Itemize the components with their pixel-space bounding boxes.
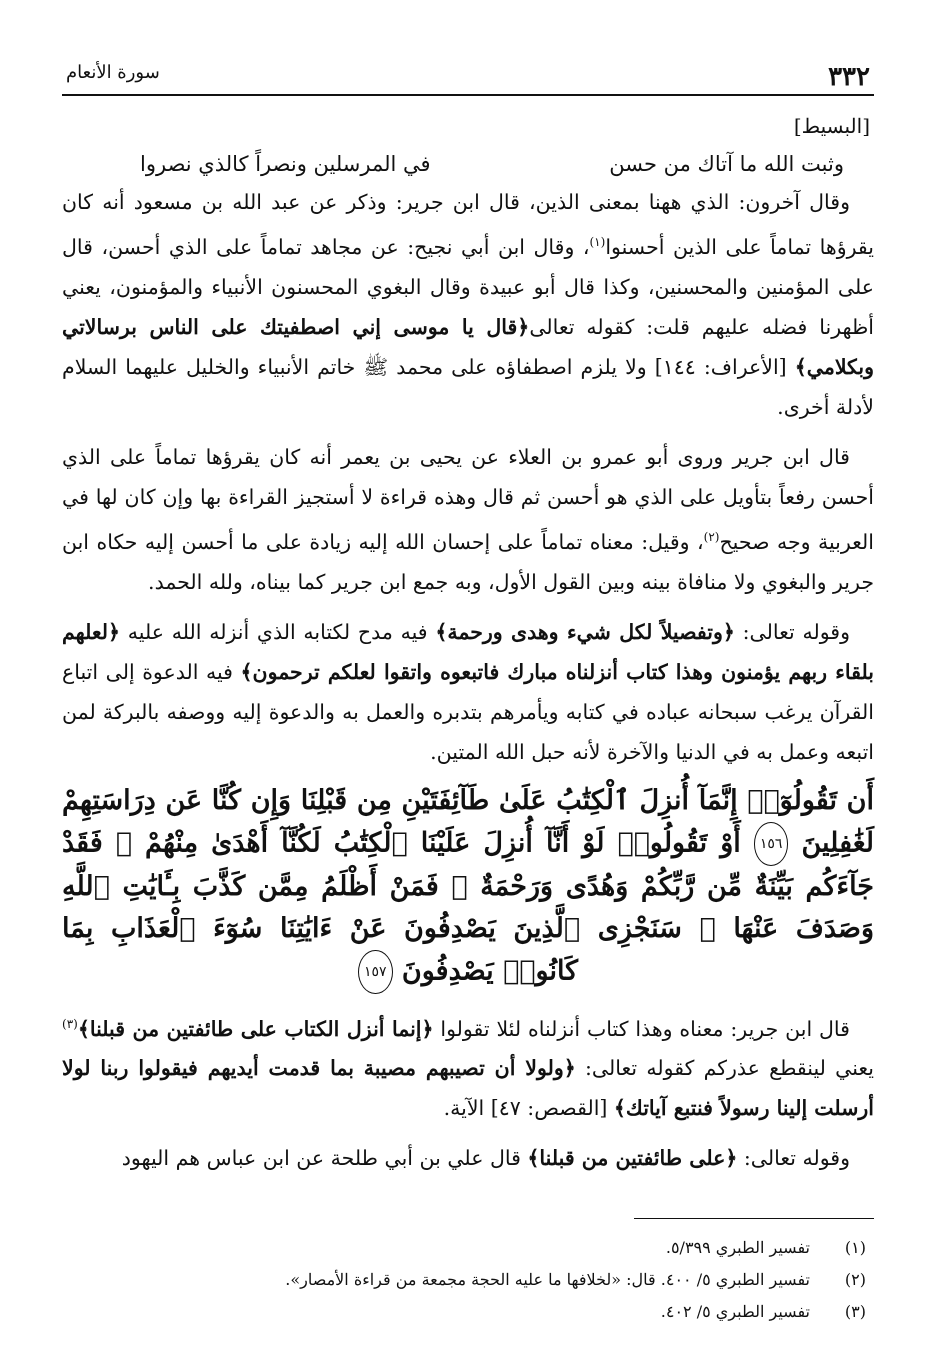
text-run: وقوله تعالى: [737,1146,850,1171]
ayah-number-156: ١٥٦ [754,822,789,866]
text-run: ، وقال ابن أبي نجيح: عن مجاهد تماماً على الذي أحسن، قال على المؤمنين والمحسنين، وكذا قال أبو عبيدة وقال البغوي المحسنون الأنبياء والمؤمنون، يعني أظهرنا فضله عليهم قلت: كقوله تعالى [62,234,874,339]
footnote-number: (٣) [844,1302,866,1321]
footnote-ref: (٢) [703,529,720,544]
paragraph-1 [62,182,874,427]
quran-quote: ﴿على طائفتين من قبلنا﴾ [527,1146,738,1171]
text-run: [القصص: ٤٧] الآية. [443,1096,614,1121]
poem-meter: [البسيط] [793,114,870,138]
quran-quote: ﴿وتفصيلاً لكل شيء وهدى ورحمة﴾ [435,619,735,644]
footnote-text: تفسير الطبري ٥/ ٤٠٠. قال: «لخلافها ما عليه الحجة مجمعة من قراءة الأمصار». [285,1270,810,1289]
text-run: فيه مدح لكتابه الذي أنزله الله عليه [120,619,436,644]
paragraph-4 [62,1004,874,1129]
quran-quote: ﴿ولولا أن تصيبهم مصيبة بما قدمت أيديهم فيقولوا ربنا لولا أرسلت إلينا رسولاً فنتبع آياتك﴾ [62,1056,874,1121]
footnote-item [62,1264,874,1296]
text-run: قال علي بن أبي طلحة عن ابن عباس هم اليهود [121,1146,528,1171]
footnote-ref: (٣) [62,1016,78,1031]
page-header [62,48,874,96]
text-run: وقال آخرون: الذي ههنا بمعنى الذين، قال ابن جرير: وذكر عن عبد الله بن مسعود أنه كان يقرؤها تماماً على الذين أحسنوا [62,190,875,259]
footnote-item [62,1296,874,1328]
footnote-text: تفسير الطبري ٥/٣٩٩. [665,1238,810,1257]
page-body [62,114,874,1178]
text-run: [الأعراف: ١٤٤] ولا يلزم اصطفاؤه على محمد ﷺ خاتم الأنبياء والخليل عليهما السلام لأدلة أخرى. [62,354,874,419]
quran-quote: ﴿إنما أنزل الكتاب على طائفتين من قبلنا﴾ [77,1016,434,1041]
text-run: يعني لينقطع عذركم كقوله تعالى: [575,1056,875,1081]
quran-quote: ﴿قال يا موسى إني اصطفيتك على الناس برسالاتي وبكلامي﴾ [62,314,874,379]
paragraph-2 [62,437,874,602]
text-run: ، وقيل: معناه تماماً على إحسان الله إليه زيادة على ما أحسن إليه حكاه ابن جرير والبغوي ولا منافاة بينه وبين القول الأول، وبه جمع ابن جرير كما بيناه، ولله الحمد. [62,529,874,594]
poem-hemistich-left: في المرسلين ونصراً كالذي نصروا [140,152,431,176]
footnote-divider [634,1218,874,1219]
quran-verses-block [62,780,874,994]
page [62,48,875,1321]
footnote-number: (١) [844,1238,866,1257]
footnote-item [62,1232,874,1264]
page-number: ٣٣٢ [828,62,870,92]
text-run: فيه الدعوة إلى اتباع القرآن يرغب سبحانه عباده في كتابه ويأمرهم بتدبره والعمل به والدعوة إليه ووصفه بالبركة لمن اتبعه وعمل به في الدنيا والآخرة لأنه حبل الله المتين. [62,659,874,764]
quran-quote: ﴿لعلهم بلقاء ربهم يؤمنون وهذا كتاب أنزلناه مبارك فاتبعوه واتقوا لعلكم ترحمون﴾ [62,619,874,684]
poem-verse [140,152,844,176]
text-run: قال ابن جرير وروى أبو عمرو بن العلاء عن يحيى بن يعمر أنه كان يقرؤها تماماً على الذي أحسن رفعاً بتأويل على الذي هو أحسن ثم قال وهذه قراءة لا أستجيز القراءة بها وإن كان لها في العربية وجه صحيح [62,444,874,554]
footnote-ref: (١) [589,235,606,249]
text-run: قال ابن جرير: معناه وهذا كتاب أنزلناه لئلا تقولوا [433,1016,850,1041]
footnote-text: تفسير الطبري ٥/ ٤٠٢. [660,1302,810,1321]
paragraph-3 [62,612,874,772]
quran-verse-157: أَوْ تَقُولُوا۟ لَوْ أَنَّآ أُنزِلَ عَلَيْنَا ٱلْكِتَٰبُ لَكُنَّآ أَهْدَىٰ مِنْهُمْ ۚ فَقَدْ جَآءَكُم بَيِّنَةٌ مِّن رَّبِّكُمْ وَهُدًى وَرَحْمَةٌ ۚ فَمَنْ أَظْلَمُ مِمَّن كَذَّبَ بِـَٔايَٰتِ ٱللَّهِ وَصَدَفَ عَنْهَا ۗ سَنَجْزِى ٱلَّذِينَ يَصْدِفُونَ عَنْ ءَايَٰتِنَا سُوٓءَ ٱلْعَذَابِ بِمَا كَانُوا۟ يَصْدِفُونَ [62,827,874,987]
ayah-number-157: ١٥٧ [358,950,393,994]
footnotes [62,1232,874,1328]
text-run: وقوله تعالى: [734,619,850,644]
surah-title: سورة الأنعام [66,62,160,83]
paragraph-5 [62,1138,874,1178]
quran-verse-156: أَن تَقُولُوٓا۟ إِنَّمَآ أُنزِلَ ٱلْكِتَٰبُ عَلَىٰ طَآئِفَتَيْنِ مِن قَبْلِنَا وَإِن كُنَّا عَن دِرَاسَتِهِمْ لَغَٰفِلِينَ [62,784,874,859]
footnote-number: (٢) [844,1270,866,1289]
poem-hemistich-right: وثبت الله ما آتاك من حسن [609,152,844,176]
